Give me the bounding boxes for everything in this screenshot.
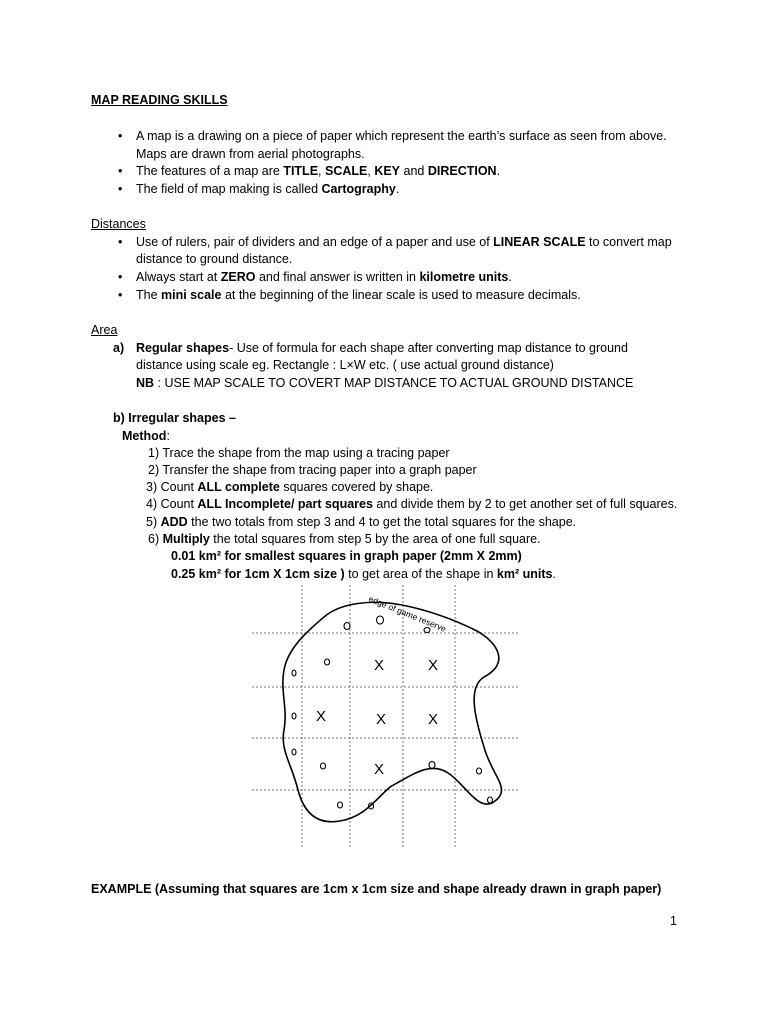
o-mark [292,749,296,755]
intro-bullet-1-line-1: A map is a drawing on a piece of paper which represent the earth’s surface as seen from above. [136,129,667,143]
regular-shapes-line-1: Regular shapes- Use of formula for each shape after converting map distance to ground [136,341,628,355]
page-title: MAP READING SKILLS [91,93,228,107]
o-mark [424,628,430,633]
distances-bullet-1-line-1: Use of rulers, pair of dividers and an edge of a paper and use of LINEAR SCALE to convert map [136,235,672,249]
o-mark [344,623,350,630]
o-mark [488,797,493,803]
irregular-shapes-heading: b) Irregular shapes – [113,411,236,425]
method-step-5: 5) ADD the two totals from step 3 and 4 to get the total squares for the shape. [146,515,577,529]
graph-paper-drawing [252,585,520,847]
regular-shapes-marker: a) [113,341,125,355]
bullet-icon: • [118,270,123,284]
o-mark [325,659,330,665]
regular-shapes-line-2: distance using scale eg. Rectangle : L×W etc. ( use actual ground distance) [136,358,554,372]
unit-1cm-squares: 0.25 km² for 1cm X 1cm size ) to get area of the shape in km² units. [171,567,556,581]
o-mark [429,762,435,769]
x-mark: X [428,711,439,728]
example-heading: EXAMPLE (Assuming that squares are 1cm x 1cm size and shape already drawn in graph paper) [91,882,662,896]
distances-heading: Distances [91,217,146,231]
o-mark [292,670,296,676]
method-step-1: 1) Trace the shape from the map using a tracing paper [148,446,450,460]
o-mark [321,763,326,769]
nb-note: NB : USE MAP SCALE TO COVERT MAP DISTANCE TO ACTUAL GROUND DISTANCE [136,376,634,390]
method-heading: Method: [122,429,170,443]
bullet-icon: • [118,235,123,249]
intro-bullet-3: The field of map making is called Cartography. [136,182,400,196]
method-step-6: 6) Multiply the total squares from step 5 by the area of one full square. [148,532,541,546]
o-mark [377,616,384,624]
intro-bullet-2: The features of a map are TITLE, SCALE, KEY and DIRECTION. [136,164,501,178]
irregular-shape-figure [252,585,520,847]
edge-of-game-reserve-label: edge of game reserve [367,593,448,634]
page-number: 1 [670,914,677,928]
method-step-2: 2) Transfer the shape from tracing paper into a graph paper [148,463,477,477]
x-mark: X [376,711,387,728]
method-step-3: 3) Count ALL complete squares covered by shape. [146,480,434,494]
x-mark: X [374,761,385,778]
full-square-marks [316,657,438,778]
area-heading: Area [91,323,118,337]
method-step-4: 4) Count ALL Incomplete/ part squares and divide them by 2 to get another set of full squares. [146,497,678,511]
bullet-icon: • [118,164,123,178]
x-mark: X [428,657,439,674]
x-mark: X [316,708,327,725]
distances-bullet-1-line-2: distance to ground distance. [136,252,293,266]
distances-bullet-3: The mini scale at the beginning of the linear scale is used to measure decimals. [136,288,581,302]
o-mark [292,713,296,719]
distances-bullet-2: Always start at ZERO and final answer is written in kilometre units. [136,270,512,284]
bullet-icon: • [118,182,123,196]
x-mark: X [374,657,385,674]
unit-smallest-squares: 0.01 km² for smallest squares in graph paper (2mm X 2mm) [171,549,522,563]
o-mark [338,802,343,808]
intro-bullet-1-line-2: Maps are drawn from aerial photographs. [136,147,365,161]
bullet-icon: • [118,288,123,302]
o-mark [477,768,482,774]
bullet-icon: • [118,129,123,143]
